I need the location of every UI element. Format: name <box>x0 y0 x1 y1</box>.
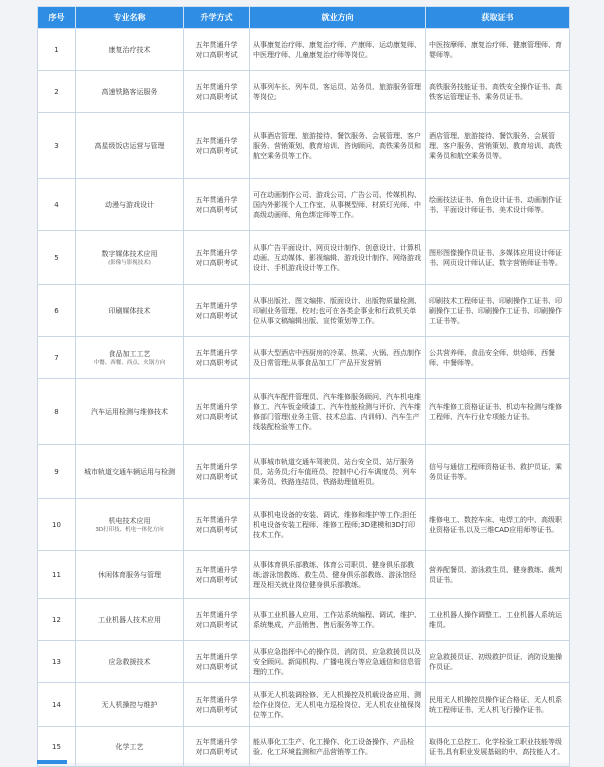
major-name <box>76 641 184 683</box>
row-number-text: 12 <box>52 615 61 624</box>
row-number <box>38 231 76 285</box>
certificates-text: 信号与通信工程师资格证书、救护员证、乘务员证书等。 <box>429 462 562 481</box>
table-row <box>38 231 570 285</box>
major-name <box>76 337 184 379</box>
major-name-text: 化学工艺 <box>115 742 144 751</box>
employment-direction <box>250 231 426 285</box>
employment-direction <box>250 641 426 683</box>
certificates <box>426 499 570 551</box>
employment-direction-text: 从事机电设备的安装、调试、维修和维护等工作;担任机电设备安装工程师、维修工程师;3D建模和3D打印技术工作。 <box>253 510 417 539</box>
employment-direction-text: 从事出版社、图文编排、版面设计、出版物质量检测、印刷业务管理、校对;也可在各类企事业和行政机关单位从事文稿编辑出版、宣传策划等工作。 <box>253 296 421 325</box>
certificates <box>426 551 570 599</box>
admission-mode-text: 五年贯通升学 对口高职考试 <box>195 515 238 534</box>
scroll-indicator <box>37 760 67 764</box>
table-row <box>38 285 570 337</box>
admission-mode <box>184 641 250 683</box>
major-name <box>76 551 184 599</box>
row-number <box>38 337 76 379</box>
admission-mode-text: 五年贯通升学 对口高职考试 <box>195 82 238 101</box>
certificates <box>426 599 570 641</box>
certificates <box>426 641 570 683</box>
row-number <box>38 379 76 445</box>
admission-mode <box>184 337 250 379</box>
certificates <box>426 683 570 727</box>
employment-direction <box>250 445 426 499</box>
admission-mode-text: 五年贯通升学 对口高职考试 <box>195 402 238 421</box>
table-header-row <box>38 7 570 29</box>
major-name-text: 应急救援技术 <box>108 657 151 666</box>
certificates-text: 工业机器人操作调整工、工业机器人系统运维员。 <box>429 610 562 629</box>
table-row <box>38 599 570 641</box>
row-number <box>38 29 76 71</box>
employment-direction-text: 从事康复治疗师、康复治疗师、产康师、运动康复师、中医理疗师、儿童康复治疗师等岗位。 <box>253 40 421 59</box>
admission-mode <box>184 71 250 113</box>
admission-mode-text: 五年贯通升学 对口高职考试 <box>195 40 238 59</box>
major-name-text: 康复治疗技术 <box>108 45 151 54</box>
employment-direction-text: 从事列车长、列车员、客运员、站务员、旅游服务管理等岗位; <box>253 82 421 101</box>
major-subtitle: (影像与影视技术) <box>108 259 151 266</box>
admission-mode <box>184 113 250 179</box>
major-name <box>76 231 184 285</box>
major-name-text: 机电技术应用 <box>108 516 151 525</box>
row-number-text: 15 <box>52 742 61 751</box>
major-table <box>37 6 570 767</box>
major-name-text: 高星级饭店运营与管理 <box>94 141 165 150</box>
row-number <box>38 285 76 337</box>
major-name-text: 休闲体育服务与管理 <box>98 570 161 579</box>
major-name <box>76 379 184 445</box>
certificates-text: 图形图像操作员证书、多媒体应用设计师证书、网页设计师认证、数字营销师证书等。 <box>429 248 562 267</box>
admission-mode <box>184 445 250 499</box>
certificates-text: 公共营养师、食品安全师、烘焙师、西餐师、中餐师等。 <box>429 348 555 367</box>
major-name <box>76 599 184 641</box>
admission-mode <box>184 379 250 445</box>
employment-direction <box>250 71 426 113</box>
admission-mode-text: 五年贯通升学 对口高职考试 <box>195 136 238 155</box>
employment-direction-text: 从事体育俱乐部教练、体育公司职员、健身俱乐部教练;游泳馆教练、救生员、健身俱乐部教练、游泳馆经理及相关就业岗位健身俱乐部教练。 <box>253 560 417 589</box>
admission-mode <box>184 231 250 285</box>
certificates <box>426 445 570 499</box>
table-row <box>38 113 570 179</box>
row-number-text: 10 <box>52 520 61 529</box>
certificates-text: 应急救援员证、初级救护员证、消防设施操作员证。 <box>429 652 562 671</box>
row-number <box>38 71 76 113</box>
certificates-text: 维修电工、数控车床、电焊工的中、高级职业资格证书,以及三维CAD应用师等证书。 <box>429 515 562 534</box>
major-name-text: 高速铁路客运服务 <box>101 87 158 96</box>
certificates-text: 中医按摩师、康复治疗师、健康管理师、育婴师等。 <box>429 40 562 59</box>
major-name <box>76 29 184 71</box>
major-name <box>76 727 184 767</box>
employment-direction-text: 从事城市轨道交通车驾驶员、站台安全员、站厅服务员、站务员;行车值班员、控制中心行车调度员、列车乘务员、铁路连结员、铁路助理值班员。 <box>253 457 417 486</box>
certificates <box>426 179 570 231</box>
major-name-text: 工业机器人技术应用 <box>98 615 161 624</box>
major-name-text: 无人机操控与维护 <box>101 700 158 709</box>
employment-direction-text: 从事无人机装调检修、无人机操控及机载设备应用、测绘作业岗位、无人机电力巡检岗位、无人机农业植保岗位等工作。 <box>253 690 421 719</box>
admission-mode <box>184 551 250 599</box>
certificates <box>426 71 570 113</box>
admission-mode <box>184 727 250 767</box>
major-name <box>76 445 184 499</box>
certificates-text: 印刷技术工程师证书、印刷操作工证书、印刷操作工证书、印刷操作工证书、印刷操作工证书等。 <box>429 296 562 325</box>
table-row <box>38 499 570 551</box>
table-row <box>38 727 570 767</box>
certificates <box>426 231 570 285</box>
table-row <box>38 179 570 231</box>
major-name-text: 印刷媒体技术 <box>108 306 151 315</box>
major-name <box>76 683 184 727</box>
certificates-text: 酒店管理、旅游接待、餐饮服务、会展管理、客户服务、营销策划、教育培训、高铁乘务员和航空乘务员等。 <box>429 131 562 160</box>
employment-direction-text: 从事酒店管理、旅游接待、餐饮服务、会展管理、客户服务、营销策划、教育培训、咨询顾问、高铁乘务员和航空乘务员等工作。 <box>253 131 421 160</box>
table-body <box>38 29 570 767</box>
certificates <box>426 285 570 337</box>
major-subtitle: 3D打印技、机电一体化方向 <box>95 526 164 533</box>
header-no: 序号 <box>38 7 76 29</box>
row-number-text: 14 <box>52 700 61 709</box>
employment-direction <box>250 551 426 599</box>
row-number-text: 2 <box>54 87 59 96</box>
certificates <box>426 29 570 71</box>
admission-mode <box>184 179 250 231</box>
employment-direction <box>250 285 426 337</box>
row-number-text: 7 <box>54 353 59 362</box>
table-row <box>38 337 570 379</box>
admission-mode-text: 五年贯通升学 对口高职考试 <box>195 610 238 629</box>
row-number-text: 9 <box>54 467 59 476</box>
certificates-text: 取得化工总控工、化学检验工职业技能等级证书,具有职业发展基础的中、高技能人才。 <box>429 737 565 756</box>
employment-direction-text: 可在动画制作公司、游戏公司、广告公司、传媒机构、国内外影视个人工作室、从事模型师、材质灯光师、中高级动画师、角色绑定师等工作。 <box>253 190 421 219</box>
admission-mode <box>184 683 250 727</box>
employment-direction-text: 从事应急指挥中心的操作员、消防员、应急救援员以及安全顾问。新闻机构、广播电视台等应急通信和信息管理的工作。 <box>253 647 421 676</box>
admission-mode-text: 五年贯通升学 对口高职考试 <box>195 301 238 320</box>
row-number <box>38 179 76 231</box>
employment-direction <box>250 379 426 445</box>
admission-mode-text: 五年贯通升学 对口高职考试 <box>195 348 238 367</box>
certificates-text: 民用无人机操控员操作证合格证、无人机系统工程师证书、无人机飞行操作证书。 <box>429 695 562 714</box>
row-number-text: 8 <box>54 407 59 416</box>
table-row <box>38 71 570 113</box>
certificates <box>426 379 570 445</box>
admission-mode <box>184 29 250 71</box>
employment-direction-text: 从事广告平面设计、网页设计制作、创意设计、计算机动画、互动媒体、影视编辑、游戏设计制作、网络游戏设计、手机游戏设计等工作。 <box>253 243 421 272</box>
employment-direction <box>250 499 426 551</box>
employment-direction <box>250 179 426 231</box>
employment-direction <box>250 113 426 179</box>
row-number <box>38 445 76 499</box>
admission-mode <box>184 599 250 641</box>
major-table-card <box>37 6 569 763</box>
admission-mode-text: 五年贯通升学 对口高职考试 <box>195 195 238 214</box>
row-number <box>38 113 76 179</box>
row-number <box>38 499 76 551</box>
major-name <box>76 113 184 179</box>
certificates <box>426 113 570 179</box>
major-name-text: 数字媒体技术应用 <box>101 249 158 258</box>
employment-direction <box>250 683 426 727</box>
admission-mode-text: 五年贯通升学 对口高职考试 <box>195 695 238 714</box>
table-row <box>38 641 570 683</box>
major-name <box>76 179 184 231</box>
major-name-text: 城市轨道交通车辆运用与检测 <box>84 467 175 476</box>
table-row <box>38 551 570 599</box>
admission-mode-text: 五年贯通升学 对口高职考试 <box>195 737 238 756</box>
major-name-text: 食品加工工艺 <box>108 349 151 358</box>
row-number-text: 5 <box>54 253 59 262</box>
certificates-text: 汽车维修工资格证证书、机动车检测与维修工程师、汽车行业专项能力证书。 <box>429 402 562 421</box>
major-subtitle: 中餐、西餐、西点、火锅方向 <box>93 359 166 366</box>
certificates <box>426 727 570 767</box>
row-number <box>38 641 76 683</box>
employment-direction <box>250 29 426 71</box>
certificates <box>426 337 570 379</box>
employment-direction-text: 能从事化工生产、化工操作、化工设备操作、产品检验、化工环境监测和产品营销等工作。 <box>253 737 414 756</box>
table-row <box>38 445 570 499</box>
employment-direction <box>250 337 426 379</box>
row-number-text: 1 <box>54 45 59 54</box>
header-mode: 升学方式 <box>184 7 250 29</box>
row-number-text: 4 <box>54 200 59 209</box>
admission-mode <box>184 285 250 337</box>
major-name <box>76 71 184 113</box>
certificates-text: 绘画技法证书、角色设计证书、动画制作证书、平面设计师证书、美术设计师等。 <box>429 195 562 214</box>
header-jobs: 就业方向 <box>250 7 426 29</box>
employment-direction-text: 从事工业机器人应用、工作站系统编程、调试、维护、系统集成、产品销售、售后服务等工作。 <box>253 610 421 629</box>
admission-mode <box>184 499 250 551</box>
row-number-text: 6 <box>54 306 59 315</box>
header-major: 专业名称 <box>76 7 184 29</box>
major-name <box>76 499 184 551</box>
row-number-text: 3 <box>54 141 59 150</box>
certificates-text: 营养配餐员、游泳救生员、健身教练、裁判员证书。 <box>429 565 562 584</box>
admission-mode-text: 五年贯通升学 对口高职考试 <box>195 462 238 481</box>
table-row <box>38 683 570 727</box>
row-number <box>38 551 76 599</box>
certificates-text: 高铁服务技能证书、高铁安全操作证书、高铁客运管理证书、乘务员证书。 <box>429 82 562 101</box>
table-row <box>38 379 570 445</box>
table-row <box>38 29 570 71</box>
employment-direction <box>250 599 426 641</box>
major-name-text: 动漫与游戏设计 <box>105 200 154 209</box>
admission-mode-text: 五年贯通升学 对口高职考试 <box>195 248 238 267</box>
row-number-text: 11 <box>52 570 61 579</box>
major-name-text: 汽车运用检测与维修技术 <box>91 407 168 416</box>
row-number <box>38 599 76 641</box>
row-number-text: 13 <box>52 657 61 666</box>
major-name <box>76 285 184 337</box>
employment-direction-text: 从事汽车配件管理员、汽车维修服务顾问、汽车机电维修工、汽车钣金喷漆工、汽车性能检测与评价、汽车维修部门管理(业务主管、技术总监、内训师)、汽车生产线装配检验等工作。 <box>253 392 421 431</box>
admission-mode-text: 五年贯通升学 对口高职考试 <box>195 565 238 584</box>
employment-direction <box>250 727 426 767</box>
header-certs: 获取证书 <box>426 7 570 29</box>
row-number <box>38 683 76 727</box>
employment-direction-text: 从事大型酒店中西厨房的冷菜、热菜、火锅、西点制作及日常管理;从事食品加工厂产品开发营销 <box>253 348 421 367</box>
admission-mode-text: 五年贯通升学 对口高职考试 <box>195 652 238 671</box>
